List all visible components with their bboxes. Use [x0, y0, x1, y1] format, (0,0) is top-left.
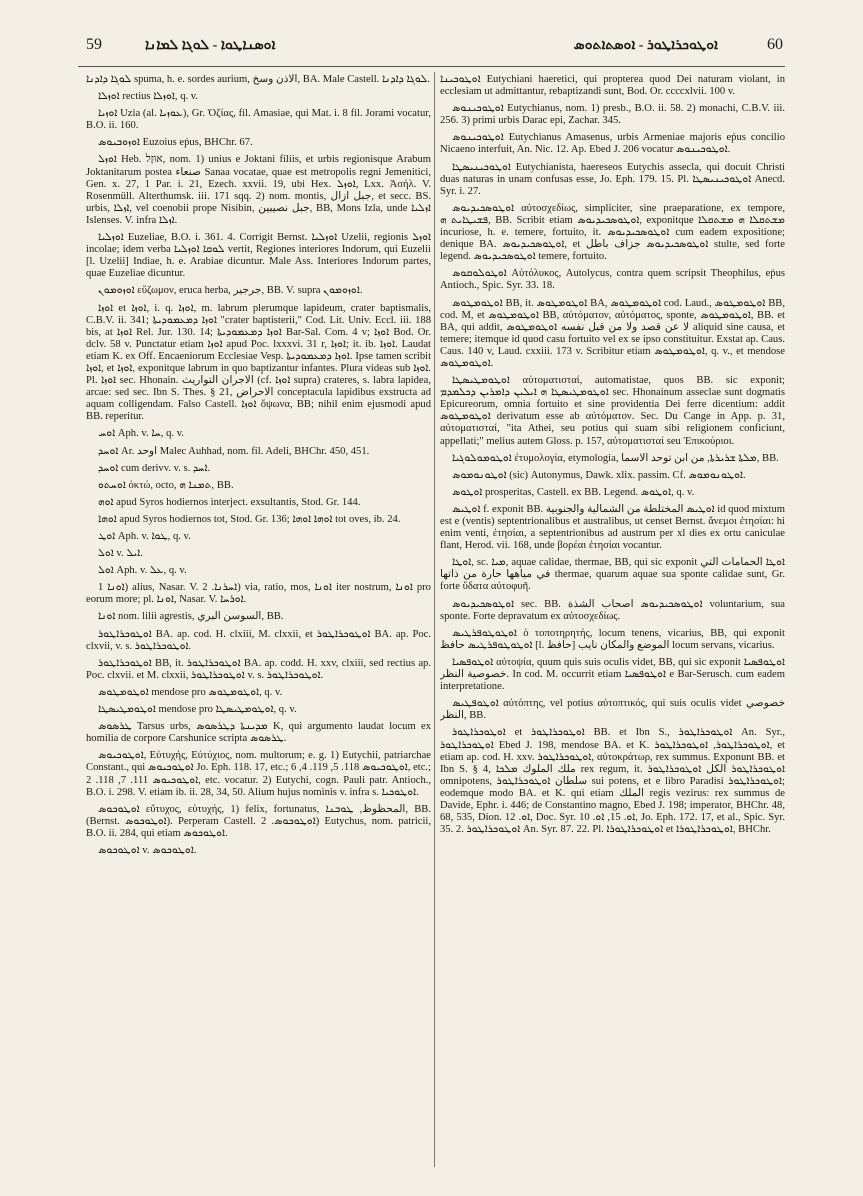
dictionary-entry: ܐܘܙܠ Heb. אוּזָל, nom. 1) unius e Joktani filiis, et urbis regionisque Arabum Joktanitarum postea صنعاء Sanaa vocatae, quae est metropolis regni Jemenitici, Gen. x. 27, 1 Par. i. 21, Ezech. xxvii. 19, ubi Hex. ܐܘܙܠ, Lxx. Ἀσήλ. V. Rosenmüll. Alterthumsk. iii. 171 sqq. 2) nom. montis, جبل ازال, et secc. BS. urbis, ܐܙܠܐ, vel coenobii prope Nisibin, جبل نصيبين, BB, Mons Izla, unde ܐܙܠܝܐ Islenses. V. infra ܐܙܠܐ. — [86, 154, 431, 226]
header-rule — [78, 66, 785, 67]
dictionary-entry: ܐܘܛܘܢܘܡܘܣ (sic) Autonymus, Dawk. xlix. passim. Cf. ܐܘܛܘܢܘܡܘܣ. — [452, 469, 746, 481]
dictionary-entry: ܐܘܛܘܟܝܢܝܣܛܐ Eutychianista, haereseos Eutychis assecla, qui docuit Christi duas naturas in unam confusas esse, Jo. Eph. 179. 15. Pl. ܐܘܛܘܟܝܢܝܣܛܐ Anecd. Syr. i. 27. — [440, 161, 785, 197]
dictionary-entry: ܐܘܗ apud Syros hodiernos interject. exsultantis, Stod. Gr. 144. — [98, 496, 361, 508]
dictionary-entry: ܐܘܛܘܦܣܝܐ αὐτοψία, quum quis suis oculis videt, BB, qui sic exponit ܐܘܛܘܦܣܝܐ خصوصية النظر. In cod. M. occurrit etiam ܐܘܛܘܦܣܝܐ e Bar-Serusch. cum eadem interpretatione. — [440, 656, 785, 693]
dictionary-entry: ܛܪܣܘܣ Tarsus urbs, ܡܕܝܢܬܐ ܕܛܪܣܘܣ K, qui argumento laudat locum ex homilia de corpore Carshunice scripta ܛܪܣܘܣ. — [86, 721, 431, 745]
dictionary-entry: ܐܘܛܘܦܛܝܣ αὐτόπτης, vel potius αὐτοπτικός, qui suis oculis videt خصوصي النظر, BB. — [440, 698, 785, 722]
dictionary-entry: ܐܘܢܐ 1) alius, Nasar. V. ܐܚܪܢܐ. 2) via, ratio, mos, ܐܘܢܐ iter nostrum, ܐܘܢܐ pro eorum more; pl. ܐܘܢܐ, Nasar. V. ܐܘܪܚܐ. — [86, 582, 431, 606]
column-divider — [434, 72, 435, 1167]
dictionary-entry: ܐܘܛܘܟܪܐܛܘܪ BA. ap. cod. H. clxiii, M. clxxii, et ܐܘܛܘܟܪܐܛܘܪ BA. ap. Poc. clxvii, v. s. ܐܘܛܘܟܪܐܛܘܪ. — [86, 628, 431, 652]
dictionary-entry: ܐܘܚ Aph. v. ܚܐ, q. v. — [98, 428, 184, 440]
dictionary-entry: ܐܘܛܘܟܪܐܛܘܪ BB, it. ܐܘܛܘܟܪܐܛܘܪ BA. ap. codd. H. xxv, clxiii, sed rectius ap. Poc. clxvii. et M. clxxii, ܐܘܛܘܟܪܐܛܘܪ v. s. ܐܘܛܘܟܪܐܛܘܪ. — [86, 657, 431, 681]
dictionary-entry: ܐܘܛܘܣ prosperitas, Castell. ex BB. Legend. ܐܘܛܘܣ, q. v. — [452, 486, 695, 498]
dictionary-entry: ܐܘܛܘܣܟܝܕܝܘܣ sec. BB. ܐܘܛܘܣܟܝܕܝܘܣ اصحاب الشذة voluntarium, sua sponte. Forte depravatum ex αὐτοσχεδίως. — [440, 598, 785, 622]
dictionary-entry: ܐܘܚܕ Ar. اوحد Malec Auhhad, nom. fil. Adeli, BHChr. 450, 451. — [98, 445, 370, 457]
dictionary-entry: ܐܘܛܘܡܛܝܣܛܐ αὐτοματισταί, automatistae, quos BB. sic exponit; ܐܘܛܘܡܛܝܣܛܐ ܗ ܐܝܠܝܢ ܕܐܡܪܝܢ ܕܟܠܡܕܡ sec. Hhonainum asseclae sunt dogmatis Epicureorum, omnia fortuito et sine providentia Dei ferre dicentium: addit ܐܘܛܘܡܛܘܣ derivatum esse ab αὐτόματον. Sec. Du Cange in App. p. 31, αὐτοματισταί, "ita Athei, seu potius qui suam sibi religionem conficiunt, appellati;" melius autem Gloss. p. 157, αὐτοματισταί seu Ἐπικούριοι. — [440, 375, 785, 447]
left-page-number: 59 — [86, 36, 102, 53]
dictionary-entry: ܐܘܛܘܟܪܐܛܘܪ et ܐܘܛܘܟܪܐܛܘܪ BB. et Ibn S., ܐܘܛܘܟܪܐܛܘܪ An. Syr., ܐܘܛܘܟܪܐܛܘܪ Ebed J. 198, mendose BA. et K. ܐܘܛܘܟܪܐܛܘܪ, ܐܘܛܘܟܪܐܛܘܪ, et etiam ap. cod. H. xxv. ܐܘܛܘܟܪܐܛܘܪ, αὐτοκράτωρ, rex summus. Exponunt BB. et Ibn S. § 4, ملك الملوك ܡܠܟܐ rex regum, it. ܐܘܛܘܟܪܐܛܘܪ الكل ܐܘܛܘܟܪܐܛܘܪ omnipotens, سلطان ܐܘܛܘܟܪܐܛܘܪ sui potens, et e libro Paradisi ܐܘܛܘܟܪܐܛܘܪ; eodemque modo BA. et K. qui etiam الملك regis vezirus: rex summus de Davide, Ephr. i. 446; de Constantino magno, Ebed J. 198; imperator, BHChr. 48, 68, 535, Dion. ܐܘ. 12, Doc. Syr. ܐܘ. 15, ܐܘ. 10, Jo. Eph. 172. 17, et al., Spic. Syr. 35. 2. ܐܘܛܘܟܪܐܛܘܪ An. Syr. 87. 22. Pl. ܐܘܛܘܟܪܐܛܘܪܐ et ܐܘܛܘܟܪܐܛܘܪܐ, BHChr. — [440, 727, 785, 836]
dictionary-entry: ܐܘܛܘܛܘܦܪܛܝܣ ὁ τοποτηρητής, locum tenens, vicarius, BB, qui exponit ܐܘܛܘܛܘܦܪܛܝܣ حافظ [l. حافظ] الموضع والمكان نايب locum servans, vicarius. — [440, 627, 785, 651]
dictionary-entry: ܐܘܙܠܝܐ Euzeliae, B.O. i. 361. 4. Corrigit Bernst. ܐܘܙܠܝܐ Uzelii, regionis ܐܘܙܠ incolae; idem verba ܠܘܩܐ ܐܘܙܠܝܐ vertit, Regiones interiores Indorum, qui Euzelii [l. Uzelii] Indiae, h. e. Arabiae dicuntur. Male Ass. Interiores Indorum partes, quae Euzeliae dicuntur. — [86, 232, 431, 280]
left-column — [86, 74, 431, 1164]
right-column — [440, 74, 785, 1164]
dictionary-entry: ܐܘܙܘܡܘܢ εὔζωμον, eruca herba, جرجير, BB. V. supra ܐܘܙܘܡܘܢ. — [98, 285, 363, 297]
dictionary-entry: ܐܘܙܐ et ܐܘܙܐ, i. q. ܐܘܙܐ, m. labrum plerumque lapideum, crater baptismalis, C.B.V. ii. 341; ܐܘܙܐ ܕܡܥܡܘܕܝܬܐ "crater baptisterii," Cod. Lit. Univ. Eccl. iii. 188 bis, at ܐܘܙܐ Rel. Jur. 130. 14; ܐܘܙܐ ܕܡܥܡܘܕܝܬܐ Bar-Sal. Com. 4 v; ܐܘܙܐ Bod. Or. dclv. 58 v. Punctatur etiam ܐܘܙܐ apud Poc. lxxxvi. 31 r, ܐܘܙܐ; it. ib. ܐܘܙܐ. Laudat etiam K. ex Off. Encaeniorum Ecclesiae Vesp. ܐܘܙܐ ܕܡܥܡܘܕܝܬܐ. Ipse tamen scribit ܐܘܙܐ, et ܐܘܙܐ, exponitque labrum in quo baptizantur infantes. Plura videas sub ܐܘܙܐ. Pl. ܐܘܙܐ sec. Hhonain. الاجران التواريث (cf. ܐܘܙܐ supra) crateres, s. labra lapidea, arcae: sed sec. Ibn S. Thes. § 21, الاحراض conceptacula lapidibus exstructa ad aquam colligendam. Falso Castell. ܐܘܙܐ ὄψωνα, BB; nihil enim ejusmodi apud BB. reperitur. — [86, 302, 431, 423]
dictionary-entry: ܐܘܛܘܟܘܣ εὔτυχος, εὐτυχής, 1) felix, fortunatus, المحظوظ, ܛܘܒܢܐ, BB. (Bernst. ܐܘܛܘܟܘܣ). Perperam Castell. ܐܘܛܘܟܘܣ. 2) Eutychus, nom. patricii, B.O. ii. 284, qui etiam ܐܘܛܘܟܘܣ. — [86, 803, 431, 839]
dictionary-entry: ܐܘܛܘܟܘܣ v. ܐܘܛܘܟܘܣ. — [98, 844, 197, 856]
dictionary-entry: ܐܘܛܘܟܝܢܘܣ Eutychianus, nom. 1) presb., B.O. ii. 58. 2) monachi, C.B.V. iii. 256. 3) primi urbis Darac epi, Zachar. 345. — [440, 103, 785, 127]
dictionary-entry: ܐܘܛܝܣ f. exponit BB. ܐܘܛܝܣ المختلطة من الشمالية والجنوبية id quod mixtum est e (ventis) septentrionalibus et australibus, ut censet Bernst. ἄνεμοι ἐτησίαι: hi enim venti, ἐτησίαι, a septentrionibus ad austrum per xl dies ex ortu caniculae flant, Herod. vii. 168, unde βορέαι ἐτησίαι vocantur. — [440, 503, 785, 552]
dictionary-entry: ܐܘܛܐ, sc. ܡܝܐ, aquae calidae, thermae, BB, qui sic exponit ܐܘܛܐ الحمامات التي في مياهها حارة من ذاتها thermae, quarum aquae sua sponte calidae sunt, Gr. forte ὕδατα αὐτοφυῆ. — [440, 557, 785, 593]
dictionary-entry: ܐܘܙܝܐ Uzia (al. ܥܘܙܝܐ), Gr. Ὀζίας, fil. Amasiae, qui Mat. i. 8 fil. Jorami vocatur, B.O. ii. 160. — [86, 108, 431, 132]
dictionary-entry: ܐܘܛܘܡܛܝܣܛܐ mendose pro ܐܘܛܘܡܛܝܣܛܐ, q. v. — [98, 704, 297, 716]
dictionary-entry: ܐܘܛܘܟܝܘܣ, Εὐτυχής, Εὐτύχιος, nom. multorum; e. g. 1) Eutychii, patriarchae Constant., qui ܐܘܛܘܟܝܘܣ Jo. Eph. 118. 17, etc.; ܐܘܛܘܟܝܘܣ 118. 5, 119. 4, 6, etc.; ܐܘܛܘܟܝܘܣ 111. 7, 118. 2, etc. vocatur. 2) Eutychi, cogn. Pauli patr. Antioch., B.O. i. 298. V. etiam ib. ii. 28, 34, 50. Alium hujus nominis v. infra s. ܐܘܛܘܟܝܐ. — [86, 750, 431, 798]
dictionary-entry: ܐܘܚܕ cum derivv. v. s. ܐܚܕ. — [98, 462, 211, 474]
dictionary-entry: ܐܘܛܘܡܛܘܣ mendose pro ܐܘܛܘܡܛܘܣ, q. v. — [98, 686, 283, 698]
dictionary-entry: ܐܘܛܘܠܘܩܘܣ Αὐτόλυκος, Autolycus, contra quem scripsit Theophilus, eṕus Antioch., Spic. Syr. 33. 18. — [440, 268, 785, 292]
dictionary-entry: ܐܘܙܠܐ rectius ܐܘܙܠܐ, q. v. — [98, 91, 199, 103]
dictionary-entry: ܐܘܛܘܟܝܢܐ Eutychiani haeretici, qui propterea quod Dei naturam violant, in ecclesiam ut admittantur, rebaptizandi sunt, Bod. Or. ccccxlvii. 100 v. — [440, 74, 785, 98]
dictionary-entry: ܐܘܗܐ apud Syros hodiernos tot, Stod. Gr. 136; ܐܘܗܐ ܐܘܗܐ tot oves, ib. 24. — [98, 513, 401, 525]
dictionary-entry: ܐܘܛܘܟܝܢܘܣ Eutychianus Amasenus, urbis Armeniae majoris eṕus concilio Nicaeno interfuit, An. Nic. 12. Ap. Ebed J. 206 vocatur ܐܘܛܘܟܝܢܘܣ. — [440, 132, 785, 156]
dictionary-entry: ܐܘܚܬܘ ὀκτώ, octo, ܬܡܢܐ ܗ, BB. — [98, 479, 234, 491]
right-page-number: 60 — [767, 36, 783, 53]
dictionary-entry: ܐܘܛܘܡܘܠܘܓܝܐ ἐτυμολογία, etymologia, ܡܠܬܐ ܫܪܝܪܬܐ, من ابن توحد الاسما, BB. — [452, 452, 779, 464]
dictionary-entry: ܐܘܙܘܒܝܘܣ Euzoius eṕus, BHChr. 67. — [98, 137, 253, 149]
dictionary-entry: ܐܘܛܘܡܛܘܣ BB, it. ܐܘܛܘܡܛܘܣ BA, ܐܘܛܘܡܛܘܣ cod. Laud., ܐܘܛܘܡܛܘܣ BB, cod. M, et ܐܘܛܘܡܛܘܣ BB, αὐτόματον, αὐτόματος, sponte, ܐܘܛܘܡܛܘܣ, BB. et BA, qui addit, لا عن قصد ولا من قبل نفسه ܐܘܛܘܡܛܘܣ aliquid sine causa, et temere; itemque id quod casu fortuito vel ex se ipso constituitur. Exstat ap. Caus. Caus. 140 v, Laud. cxxiii. 173 v. Scribitur etiam ܐܘܛܘܡܛܘܣ, q. v., et mendose ܐܘܛܘܡܛܘܣ. — [440, 297, 785, 369]
dictionary-entry: ܠܘܓܐ ܕܐܕܢܐ spuma, h. e. sordes aurium, الاذن وسخ, BA. Male Castell. ܠܘܓܐ ܕܐܕܢܐ. — [86, 74, 430, 85]
dictionary-entry: ܐܘܛܘܣܟܝܕܝܘܣ αὐτοσχεδίως, simpliciter, sine praeparatione, ex tempore, ܦܫܝܛܐܝܬ ܗ, BB. Scribit etiam ܐܘܛܘܣܟܝܕܝܘܣ, exponitque ܡܫܬܩܠܐ ܗ ܡܫܬܩܠܐ incuriose, h. e. temere, fortuito, it. ܐܘܛܘܣܟܝܕܝܘܣ cum eadem expositione; denique BA. ܐܘܛܘܣܟܝܕܝܘܣ, et ܐܘܛܘܣܟܝܕܝܘܣ جزاف باطل stulte, sed forte legend. ܐܘܛܘܣܟܝܕܝܘܣ temere, fortuito. — [440, 202, 785, 263]
dictionary-entry: ܐܘܢܐ nom. lilii agrestis, السوسن البري, BB. — [98, 611, 284, 623]
right-running-title: ܐܘܛܘܟܪܐܛܘܪ - ܐܘܣܬܐܬܘܣ — [573, 38, 718, 53]
dictionary-entry: ܐܘܠ v. ܐܝܠ. — [98, 548, 143, 560]
dictionary-entry: ܐܘܛ Aph. v. ܛܘܐ, q. v. — [98, 531, 191, 542]
dictionary-entry: ܐܘܠ Aph. v. ܥܠ, q. v. — [98, 565, 187, 577]
page-header — [70, 36, 793, 62]
left-running-title: ܐܘܣܢܐܛܘܐ - ܠܘܓܐ ܠܡܐܢܐ — [145, 38, 276, 53]
